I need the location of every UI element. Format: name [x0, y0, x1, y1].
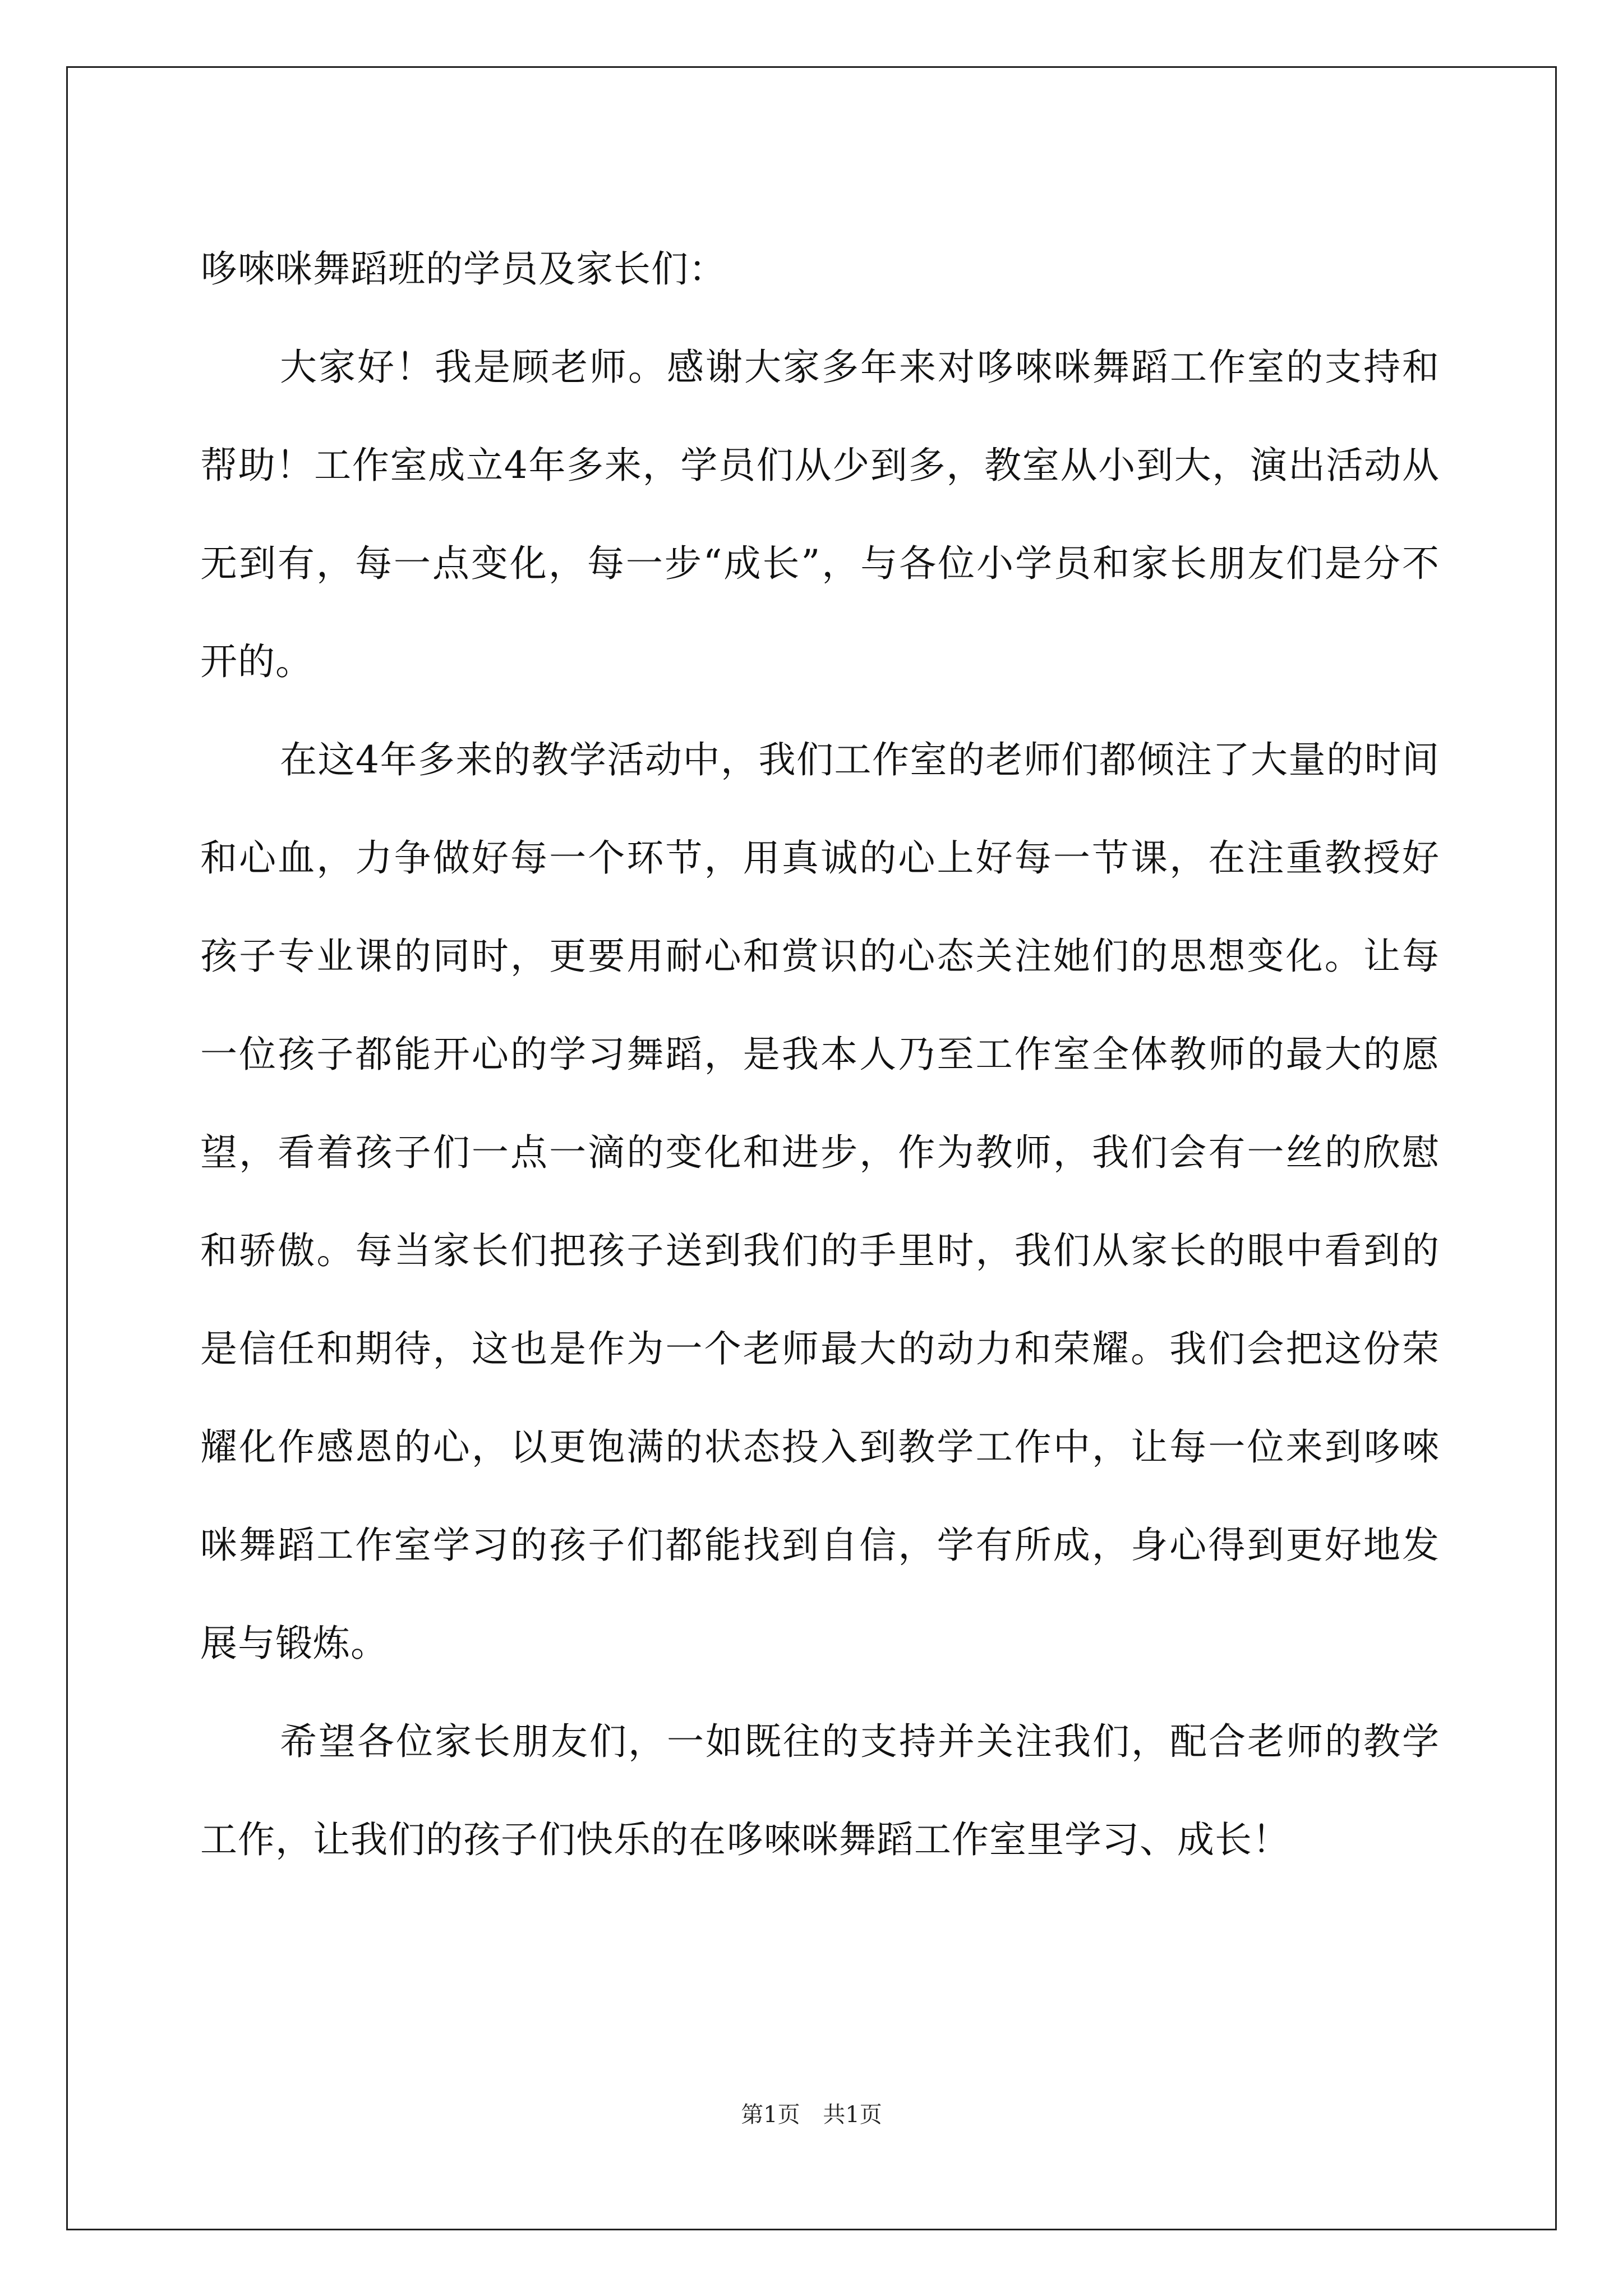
page-footer: [0, 2098, 1623, 2132]
letter-greeting: 哆唻咪舞蹈班的学员及家长们：: [200, 247, 726, 291]
letter-paragraph-1: 大家好！我是顾老师。感谢大家多年来对哆唻咪舞蹈工作室的支持和帮助！工作室成立4年多来，学员们从少到多，教室从小到大，演出活动从无到有，每一点变化，每一步“成长”，与各位小学员和家长朋友们是分不开的。: [200, 346, 1440, 683]
letter-paragraph-2: 在这4年多来的教学活动中，我们工作室的老师们都倾注了大量的时间和心血，力争做好每一个环节，用真诚的心上好每一节课，在注重教授好孩子专业课的同时，更要用耐心和赏识的心态关注她们的思想变化。让每一位孩子都能开心的学习舞蹈，是我本人乃至工作室全体教师的最大的愿望，看着孩子们一点一滴的变化和进步，作为教师，我们会有一丝的欣慰和骄傲。每当家长们把孩子送到我们的手里时，我们从家长的眼中看到的是信任和期待，这也是作为一个老师最大的动力和荣耀。我们会把这份荣耀化作感恩的心，以更饱满的状态投入到教学工作中，让每一位来到哆唻咪舞蹈工作室学习的孩子们都能找到自信，学有所成，身心得到更好地发展与锻炼。: [200, 738, 1440, 1665]
page-number: 第1页: [741, 2102, 800, 2128]
letter-body: [200, 213, 1440, 1889]
letter-paragraph-3: 希望各位家长朋友们，一如既往的支持并关注我们，配合老师的教学工作，让我们的孩子们快乐的在哆唻咪舞蹈工作室里学习、成长！: [200, 1720, 1440, 1861]
page-total: 共1页: [823, 2102, 882, 2128]
